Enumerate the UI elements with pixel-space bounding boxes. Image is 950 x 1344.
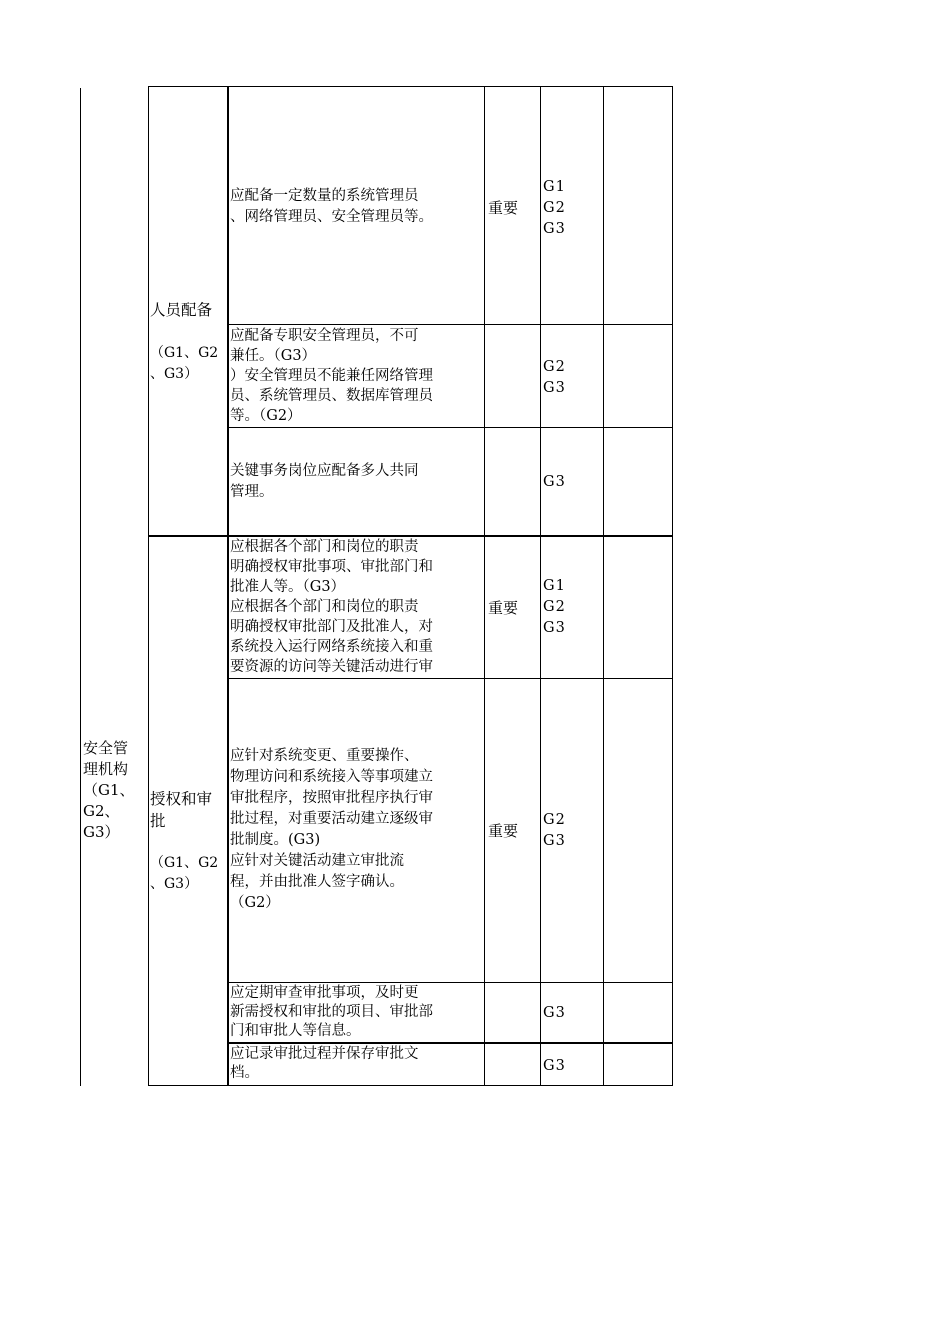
level-list: G1 G2 G3 [543,179,566,237]
result-cell [606,680,672,982]
row-divider [228,982,673,983]
result-cell [606,984,672,1042]
level-list: G2 G3 [543,359,566,396]
table-right-border [672,86,673,1086]
result-cell [606,326,672,426]
column-divider [540,86,541,1086]
outer-category-label: 安全管 理机构 （G1、 G2、 G3） [83,739,135,841]
row-divider [228,1042,673,1044]
importance-label [488,326,540,348]
importance-label: 重要 [488,822,519,840]
category-title: 授权和审 批 [150,790,213,830]
row-divider [228,427,673,428]
requirement-text: 关键事务岗位应配备多人共同 管理。 [230,463,419,500]
result-cell [606,429,672,535]
requirement-text: 应根据各个部门和岗位的职责 明确授权审批事项、审批部门和 批准人等。（G3） 应根据各个部门和岗位的职责 明确授权审批部门及批准人，对 系统投入运行网络系统接入和重 要资源的访问等关键活动进行审 [230,539,433,675]
requirement-text: 应针对系统变更、重要操作、 物理访问和系统接入等事项建立 审批程序，按照审批程序执行审 批过程，对重要活动建立逐级审 批制度。(G3) 应针对关键活动建立审批流 程，并由批准人签字确认。 （G2） [230,748,433,911]
level-list: G1 G2 G3 [543,578,566,636]
importance-label: 重要 [488,599,519,617]
level-list: G3 [543,1058,566,1074]
category-personnel [150,278,228,382]
column-divider [603,86,604,1086]
category-levels: （G1、G2 、G3） [150,345,219,382]
column-divider [148,86,149,1086]
table-left-border [80,88,81,1086]
result-cell [606,88,672,324]
result-cell [606,1045,672,1085]
category-title: 人员配备 [150,301,213,319]
row-divider [228,678,673,679]
requirement-text: 应记录审批过程并保存审批文 档。 [230,1046,419,1081]
table-top-border [148,86,673,87]
level-list: G3 [543,1005,566,1021]
requirement-text: 应配备一定数量的系统管理员 、网络管理员、安全管理员等。 [230,188,433,225]
column-divider [227,86,229,1086]
result-cell [606,538,672,678]
level-list: G2 G3 [543,812,566,849]
table-bottom-border [148,1085,673,1086]
row-divider [228,324,673,325]
importance-label: 重要 [488,199,519,217]
importance-label [488,471,540,493]
requirement-text: 应定期审查审批事项，及时更 新需授权和审批的项目、审批部 门和审批人等信息。 [230,985,433,1039]
column-divider [484,86,485,1086]
importance-label [488,1002,540,1024]
level-list: G3 [543,474,566,490]
importance-label [488,1055,540,1077]
category-authorization [150,767,228,892]
requirement-text: 应配备专职安全管理员，不可 兼任。（G3） ）安全管理员不能兼任网络管理 员、系统管理员、数据库管理员 等。（G2） [230,328,433,424]
category-levels: （G1、G2 、G3） [150,855,219,892]
